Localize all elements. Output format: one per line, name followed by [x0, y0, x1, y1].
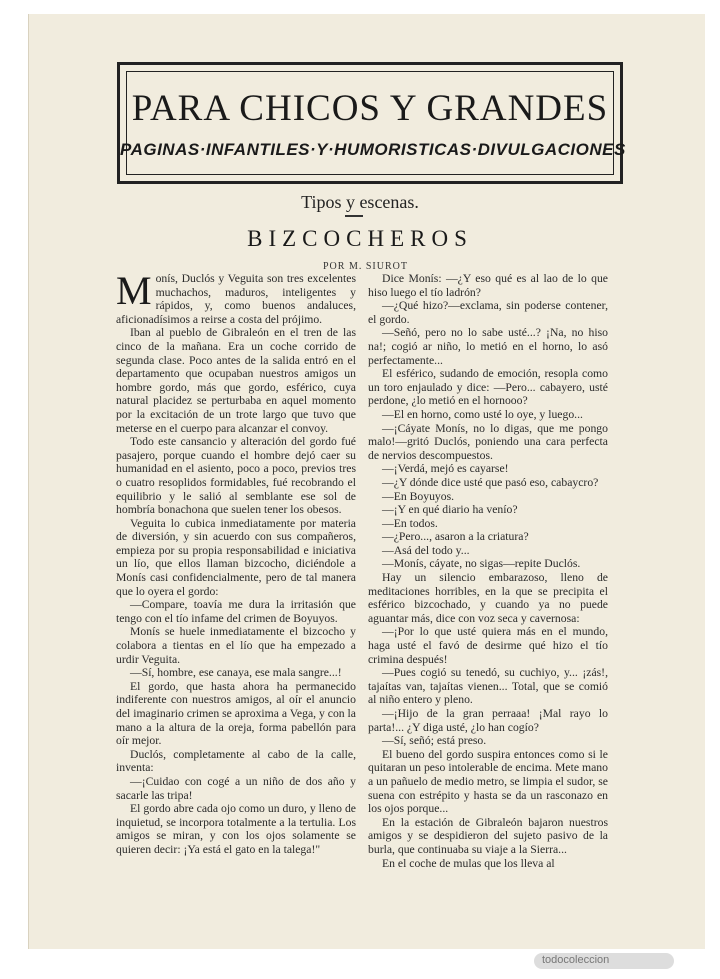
- masthead-subtitle: PAGINAS·INFANTILES·Y·HUMORISTICAS·DIVULGACIONES: [120, 140, 626, 159]
- paragraph: [116, 598, 356, 625]
- paragraph-text: El gordo abre cada ojo como un duro, y lleno de inquietud, se incorpora totalmente a la tertulia. Los amigos se miran, y con los ojos solamente se quieren decir: ¡Ya está el gato en la talega!": [116, 802, 356, 856]
- watermark-text: todocoleccion: [542, 954, 610, 966]
- right-column: [368, 272, 608, 870]
- paragraph-text: —¿Qué hizo?—exclama, sin poderse contener, el gordo.: [368, 299, 608, 326]
- paragraph-text: Todo este cansancio y alteración del gordo fué pasajero, porque cuando el hombre dejó caer su humanidad en el asiento, poco a poco, previos tres o cuatro resoplidos formidables, fué recobrando el equilibrio y le salió al semblante ese sol de hombría bonachona que suelen tener los obesos.: [116, 435, 356, 517]
- paragraph-text: —¡Cuidao con cogé a un niño de dos año y sacarle las tripa!: [116, 774, 356, 802]
- paragraph: [368, 408, 608, 422]
- paragraph-text: Duclós, completamente al cabo de la calle, inventa:: [116, 747, 356, 775]
- masthead-title: PARA CHICOS Y GRANDES: [131, 88, 609, 129]
- paragraph: [116, 680, 356, 748]
- paragraph-text: —En todos.: [382, 516, 438, 530]
- paragraph: [116, 268, 356, 326]
- paragraph: [368, 571, 608, 625]
- paragraph: [116, 517, 356, 599]
- paragraph: [368, 530, 608, 544]
- paragraph: [368, 503, 608, 517]
- paragraph-text: —¡Por lo que usté quiera más en el mundo, haga usté el favó de desirme qué hizo el tío crimina después!: [368, 625, 608, 666]
- paragraph: [368, 734, 608, 748]
- paragraph-text: Hay un silencio embarazoso, lleno de meditaciones horribles, en la que se precipita el esférico bizcochado, y cuando ya no puede aguantar más, dice con voz seca y cavernosa:: [368, 571, 608, 625]
- paragraph-text: —Compare, toavía me dura la irritasión que tengo con el tío infame del crimen de Boyuyos.: [116, 598, 356, 625]
- paragraph-text: El bueno del gordo suspira entonces como si le quitaran un peso intolerable de encima. Mete mano a un pañuelo de medio metro, se limpia el sudor, se suena con estrépito y hasta se da un rasconazo en los ojos porque...: [368, 747, 608, 816]
- paragraph: [368, 476, 608, 490]
- paragraph: [368, 666, 608, 707]
- paragraph-text: onís, Duclós y Veguita son tres excelentes muchachos, maduros, inteligentes y rápidos, y, como buenos andaluces, aficionadísimos a reirse a costa del prójimo.: [116, 272, 356, 326]
- paragraph-text: —Monís, cáyate, no sigas—repite Duclós.: [382, 557, 581, 571]
- paragraph: [116, 666, 356, 680]
- paragraph-text: —¿Pero..., asaron a la criatura?: [382, 530, 529, 544]
- paragraph: [368, 367, 608, 408]
- paragraph-text: —¿Y dónde dice usté que pasó eso, cabaycro?: [382, 475, 599, 489]
- paragraph-text: Monís se huele inmediatamente el bizcocho y colabora a tientas en el lío que ha empezado a urdir Veguita.: [116, 625, 356, 666]
- drop-cap: M: [116, 268, 152, 313]
- paragraph: [368, 557, 608, 571]
- paragraph: [368, 299, 608, 326]
- paragraph-text: —¡Y en qué diario ha venío?: [382, 503, 518, 517]
- paragraph: [116, 326, 356, 435]
- section-divider: [345, 215, 363, 217]
- paragraph-text: —Sí, señó; está preso.: [382, 734, 487, 748]
- left-column: [116, 268, 356, 857]
- paragraph-text: El gordo, que hasta ahora ha permanecido indiferente con nuestros amigos, al oír el anuncio del imaginario crimen se aproxima a Vega, y con la mano a la altura de la oreja, forma pabellón para oír mejor.: [116, 679, 356, 748]
- paragraph-text: Veguita lo cubica inmediatamente por materia de diversión, y sin acuerdo con sus compañeros, empieza por su propia responsabilidad e iniciativa un lío, que ellos llaman bizcocho, diciéndole a Monís casi confidencialmente, pero de tal manera que lo oyera el gordo:: [116, 516, 356, 598]
- paragraph: [368, 272, 608, 299]
- section-heading: Tipos y escenas.: [301, 192, 419, 212]
- masthead-banner: [117, 62, 626, 184]
- paragraph: [116, 802, 356, 856]
- paragraph-text: —Señó, pero no lo sabe usté...? ¡Na, no hiso na!; cogió ar niño, lo metió en el horno, lo asó perfectamente...: [368, 326, 608, 367]
- watermark: [534, 951, 674, 971]
- paragraph: [116, 435, 356, 517]
- paragraph-text: —Asá del todo y...: [382, 543, 470, 557]
- paragraph: [368, 625, 608, 666]
- paragraph: [368, 326, 608, 367]
- paragraph-text: —En Boyuyos.: [382, 489, 455, 503]
- paragraph: [116, 625, 356, 666]
- paragraph-text: —¡Verdá, mejó es cayarse!: [382, 462, 509, 476]
- paragraph: [116, 775, 356, 802]
- paragraph: [368, 857, 608, 871]
- paragraph-text: —El en horno, como usté lo oye, y luego...: [382, 407, 583, 421]
- paragraph: [368, 517, 608, 531]
- paragraph: [368, 422, 608, 463]
- paragraph-text: Dice Monís: —¿Y eso qué es al lao de lo que hiso luego el tío ladrón?: [368, 272, 608, 299]
- paragraph: [368, 707, 608, 734]
- paragraph-text: En el coche de mulas que los lleva al: [382, 856, 555, 870]
- paragraph: [368, 544, 608, 558]
- paragraph: [116, 748, 356, 775]
- paragraph-text: —Pues cogió su tenedó, su cuchiyo, y... ¡zás!, tajaítas van, tajaítas vienen... Total, que se comió al niño entero y pleno.: [368, 666, 608, 707]
- paragraph: [368, 490, 608, 504]
- paragraph-text: Iban al pueblo de Gibraleón en el tren de las cinco de la mañana. Era un coche corrido de segunda clase. Poco antes de la salida entró en el departamento que ocupaban nuestros amigos un hombre gordo, más que gordo, esférico, cuya natural placidez se perturbaba en aquel momento por la excitación de un trote largo que tuvo que meterse en el cuerpo para alcanzar el convoy.: [116, 326, 356, 435]
- article-title: BIZCOCHEROS: [247, 226, 473, 251]
- paragraph-text: —Sí, hombre, ese canaya, ese mala sangre...!: [130, 666, 342, 680]
- paragraph-text: En la estación de Gibraleón bajaron nuestros amigos y se despidieron del sujeto pasivo de la burla, que continuaba su viaje a la Sierra...: [368, 815, 608, 856]
- article-byline: POR M. SIUROT: [323, 261, 408, 272]
- paragraph-text: —¡Hijo de la gran perraaa! ¡Mal rayo lo parta!... ¿Y diga usté, ¿lo han cogío?: [368, 707, 608, 734]
- paragraph: [368, 462, 608, 476]
- paragraph-text: El esférico, sudando de emoción, resopla como un toro enjaulado y dice: —Pero... cabayero, usté perdone, ¿lo metió en el hornooo?: [368, 367, 608, 408]
- paragraph: [368, 748, 608, 816]
- paragraph-text: —¡Cáyate Monís, no lo digas, que me pongo malo!—gritó Duclós, poniendo una cara perfecta de nervios descompuestos.: [368, 421, 608, 462]
- paragraph: [368, 816, 608, 857]
